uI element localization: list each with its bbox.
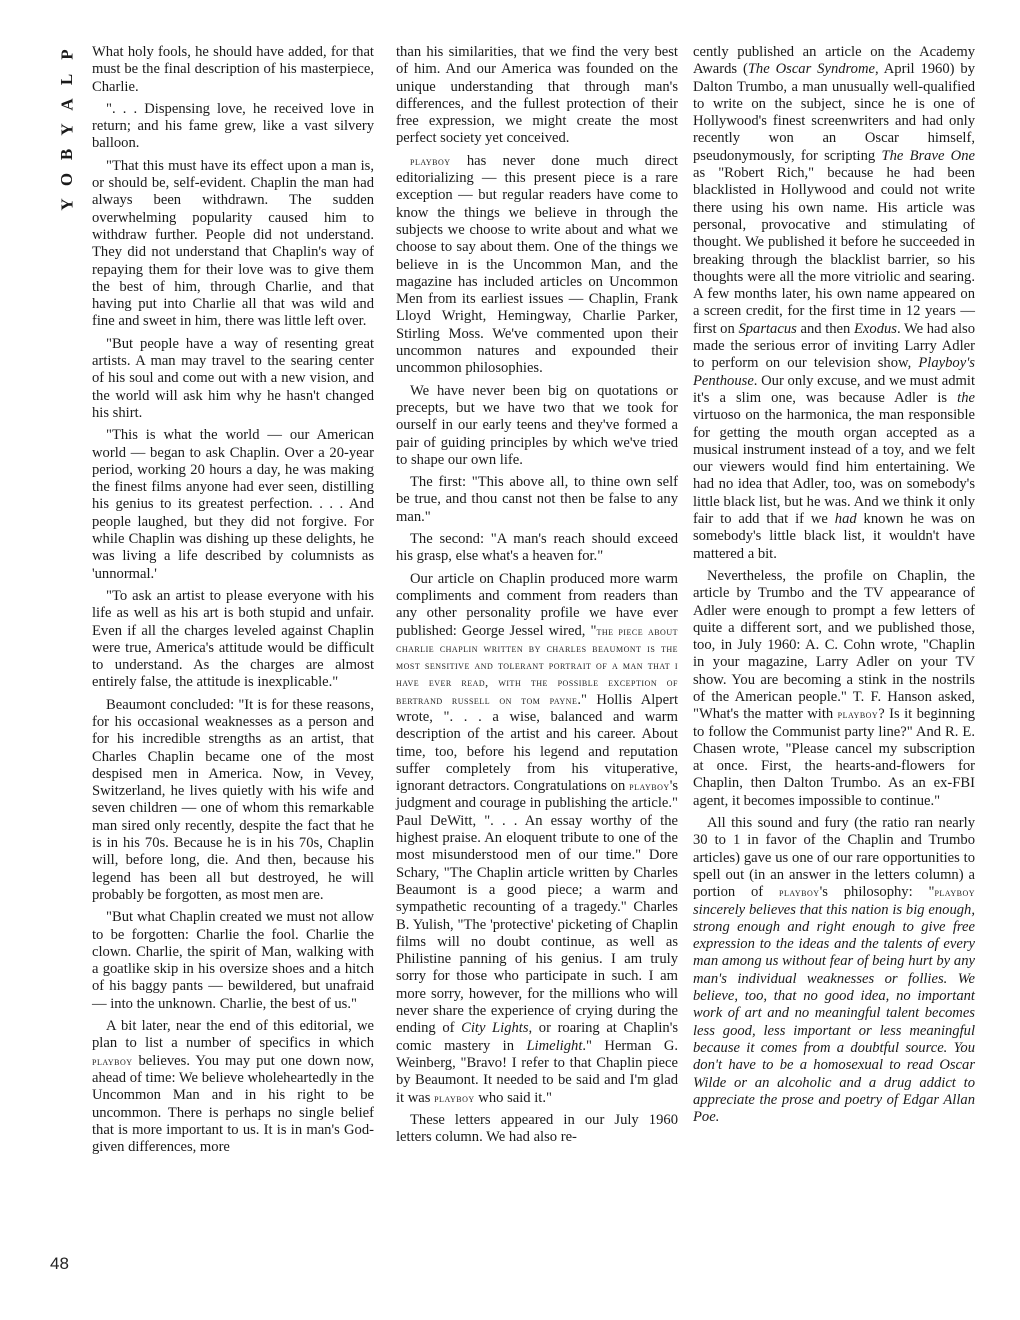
- text-column-2: [396, 44, 678, 1151]
- paragraph: The second: "A man's reach should exceed his grasp, else what's a heaven for.": [396, 531, 678, 565]
- paragraph: than his similarities, that we find the very best of him. And our America was founded on the unique understanding that through man's differences, and the fullest protection of their free expression, we might create the most perfect society yet conceived.: [396, 44, 678, 147]
- text-run: who said it.": [474, 1089, 552, 1106]
- paragraph: The first: "This above all, to thine own self be true, and thou canst not then be false to any man.": [396, 474, 678, 525]
- magazine-name-inline: playboy: [434, 1090, 475, 1105]
- page-number: 48: [50, 1254, 69, 1273]
- telegram-quote: the piece about charlie chaplin written by charles beaumont is the most sensitive and tolerant portrait of a man that i have ever read, with the possible exception of bertrand russell on tom payne: [396, 623, 678, 707]
- text-run: . Our only excuse, and we must admit it's a slim one, was because Adler is: [693, 372, 975, 406]
- magazine-name-inline: playboy: [410, 153, 451, 168]
- text-run: ? Is it beginning to follow the Communist party line?" And R. E. Chasen wrote, "Please cancel my subscription at once. First, the hearts-and-flowers for Chaplin, then Dalton Trumbo. As an ex-FBI agent, it becomes impossible to continue.": [693, 706, 975, 809]
- magazine-letter: A: [57, 98, 77, 111]
- text-run: known he was on somebody's little black list, it wouldn't have mattered a bit.: [693, 511, 975, 562]
- magazine-letter: O: [57, 172, 77, 187]
- show-title: Playboy's Penthouse: [693, 355, 975, 389]
- magazine-letter: Y: [57, 198, 77, 211]
- paragraph: What holy fools, he should have added, for that must be the final description of his masterpiece, Charlie.: [92, 44, 374, 95]
- paragraph: Beaumont concluded: "It is for these reasons, for his occasional weaknesses as a person and for his incredible strengths as an artist, that Charles Chaplin became one of the most despised men in America. Now, in Vevey, Switzerland, he lives quietly with his wife and seven children — one of whom this remarkable man sired only recently, despite the fact that he is in his 70s. Because he is in his 70s, Chaplin will, before long, die. And then, because his legend has been all but destroyed, he will probably be forgotten, as most men are.: [92, 696, 374, 903]
- film-title: Limelight: [526, 1037, 583, 1054]
- magazine-letter: L: [57, 73, 77, 86]
- text-run: . We had also made the serious error of inviting Larry Adler to perform on our television show,: [693, 320, 975, 372]
- paragraph: [693, 44, 975, 563]
- text-run: , April 1960) by Dalton Trumbo, a man unusually well-qualified to write on the subject, since he is one of Hollywood's finest screenwriters and had only recently won an Oscar himself, pseudonymously, for scripting: [693, 61, 975, 164]
- text-run: believes. You may put one down now, ahead of time: We believe wholeheartedly in the Uncommon Man and in his right to be uncommon. There is perhaps no single belief that is more important to us. It is in man's God-given differences, more: [92, 1052, 374, 1156]
- text-run: virtuoso on the harmonica, the man responsible for getting the mouth organ accepted as a musical instrument instead of a toy, and we felt our viewers would find him entertaining. We had no idea that Adler, too, was on somebody's little black list, but he was. And we think it only fair to add that if we: [693, 407, 975, 528]
- text-run: has never done much direct editorializing — this present piece is a rare exception — but regular readers have come to know the things we believe in through the subjects we choose to write about and what we choose to say about them. One of the things we believe in is the Uncommon Man, and the magazine has included articles on Uncommon Men from its earliest issues — Chaplin, Frank Lloyd Wright, Hemingway, Charlie Parker, Stirling Moss. We've commented upon their uncommon natures and expounded their uncommon philosophies.: [396, 152, 678, 377]
- emphasis: the: [957, 389, 975, 406]
- text-run: 's philosophy: ": [819, 884, 935, 901]
- paragraph: [92, 1018, 374, 1156]
- magazine-name-inline: playboy: [779, 885, 820, 900]
- text-run: , or roaring at Chaplin's comic mastery in: [396, 1020, 678, 1054]
- magazine-letter: B: [57, 148, 77, 161]
- text-run: as "Robert Rich," because he had been blacklisted in Hollywood and could not write there using his own name. His article was personal, provocative and stimulating of thought. We published it before he succeeded in breaking through the blacklist barrier, so his thoughts were all the more vitriolic and searing. A few months later, his own name appeared on a screen credit, for the first time in 12 years — first on: [693, 165, 975, 337]
- text-column-3: [693, 44, 975, 1131]
- text-column-1: [92, 44, 374, 1161]
- text-run: Nevertheless, the profile on Chaplin, the article by Trumbo and the TV appearance of Adler were enough to prompt a few letters of quite a different sort, and we published those, too, in July 1960: A. C. Cohn wrote, "Chaplin in your magazine, Larry Adler on your TV show. You are becoming a stink in the nostrils of the American people." T. F. Hanson asked, "What's the matter with: [693, 567, 975, 723]
- text-run: ." Herman G. Weinberg, "Bravo! I refer to that Chaplin piece by Beaumont. It needed to be said and I'm glad it was: [396, 1037, 679, 1106]
- magazine-letter: P: [57, 49, 77, 60]
- paragraph: "But what Chaplin created we must not allow to be forgotten: Charlie the fool. Charlie the clown. Charlie, the spirit of Man, walking with a goatlike skip in his oversize shoes and a hitch of his baggy pants — bewildered, but unafraid — into the unknown. Charlie, the best of us.": [92, 909, 374, 1012]
- text-run: Our article on Chaplin produced more warm compliments and comment from readers than any other personality profile we have ever published: George Jessel wired, ": [396, 570, 678, 639]
- paragraph: [693, 815, 975, 1126]
- paragraph: ". . . Dispensing love, he received love in return; and his fame grew, like a vast silvery balloon.: [92, 100, 374, 152]
- paragraph: We have never been big on quotations or precepts, but we have two that we took for ourself in our early teens and they've formed a pair of guiding principles by which we've tried to shape our own life.: [396, 382, 678, 468]
- emphasis: had: [834, 511, 857, 528]
- film-title: The Brave One: [881, 147, 975, 164]
- paragraph: "That this must have its effect upon a man is, or should be, self-evident. Chaplin the man had always been withdrawn. The sudden overwhelming popularity caused him to withdraw further. People did not understand. They did not understand that Chaplin's way of repaying them for their love was to give them the best of him, through Charlie, and that having put into Charlie all that was wild and fine and sweet in him, there was little left over.: [92, 157, 374, 330]
- article-title: The Oscar Syndrome: [747, 61, 875, 78]
- magazine-name-inline: playboy: [837, 707, 879, 722]
- paragraph: These letters appeared in our July 1960 letters column. We had also re-: [396, 1111, 678, 1146]
- magazine-name-vertical: [52, 42, 82, 217]
- film-title: Exodus: [854, 320, 897, 337]
- magazine-name-inline: playboy: [629, 779, 670, 794]
- text-run: and then: [796, 320, 854, 337]
- paragraph: "To ask an artist to please everyone with his life as well as his art is both stupid and unfair. Even if all the charges leveled against Chaplin were true, America's attitude would be difficult to understand. As the charges are almost entirely false, the attitude is inexplicable.": [92, 587, 374, 691]
- text-run: 's judgment and courage in publishing the article." Paul DeWitt, ". . . An essay worthy of the highest praise. An eloquent tribute to one of the most misunderstood men of our time." Dore Schary, "The Chaplin article written by Charles Beaumont is a good piece; a warm and sympathetic recounting of a tragedy." Charles B. Yulish, "The 'protective' picketing of Chaplin films will no doubt continue, as well as Philistine panning of his genius. I am truly sorry for those who participate in such. I am more sorry, however, for the millions who will never share the experience of crying during the ending of: [396, 778, 678, 1037]
- film-title: City Lights: [461, 1020, 529, 1037]
- text-run: ." Hollis Alpert wrote, ". . . a wise, balanced and warm description of the artist and his career. About time, too, before his legend and reputation suffer completely from his vituperative, ignorant detractors. Congratulations on: [396, 691, 678, 795]
- film-title: Spartacus: [738, 320, 797, 337]
- paragraph: [693, 568, 975, 810]
- magazine-letter: Y: [57, 123, 77, 136]
- paragraph: [396, 571, 678, 1107]
- text-run: A bit later, near the end of this editorial, we plan to list a number of specifics in which: [92, 1018, 374, 1052]
- philosophy-quote: sincerely believes that this nation is big enough, strong enough and right enough to give free expression to the ideas and the talents of every man among us without fear of being hurt by any man's individual weaknesses or follies. We believe, too, that no good idea, no important work of art and no meaningful talent becomes less good, less important or less meaningful because it comes from a doubtful source. You don't have to be a homosexual to read Oscar Wilde or an alcoholic and a drug addict to appreciate the prose and poetry of Edgar Allan Poe.: [693, 901, 975, 1126]
- text-run: All this sound and fury (the ratio ran nearly 30 to 1 in favor of the Chaplin and Trumbo articles) gave us one of our rare opportunities to spell out (in an answer in the letters column) a portion of: [693, 815, 975, 901]
- magazine-name-inline: playboy: [92, 1053, 133, 1068]
- paragraph: "This is what the world — our American world — began to ask Chaplin. Over a 20-year period, working 20 hours a day, he was making the finest films anyone had ever seen, distilling his genius to its greatest perfection. . . . And people laughed, but they did not forgive. For while Chaplin was dishing up these delights, he was living a life described by columnists as 'unnormal.': [92, 427, 374, 582]
- text-run: cently published an article on the Academy Awards (: [693, 44, 975, 78]
- paragraph: [396, 153, 678, 378]
- magazine-name-inline: playboy: [934, 885, 975, 900]
- paragraph: "But people have a way of resenting great artists. A man may travel to the searing center of his soul and come out with a new vision, and the world will ask him why he hasn't changed his shirt.: [92, 335, 374, 421]
